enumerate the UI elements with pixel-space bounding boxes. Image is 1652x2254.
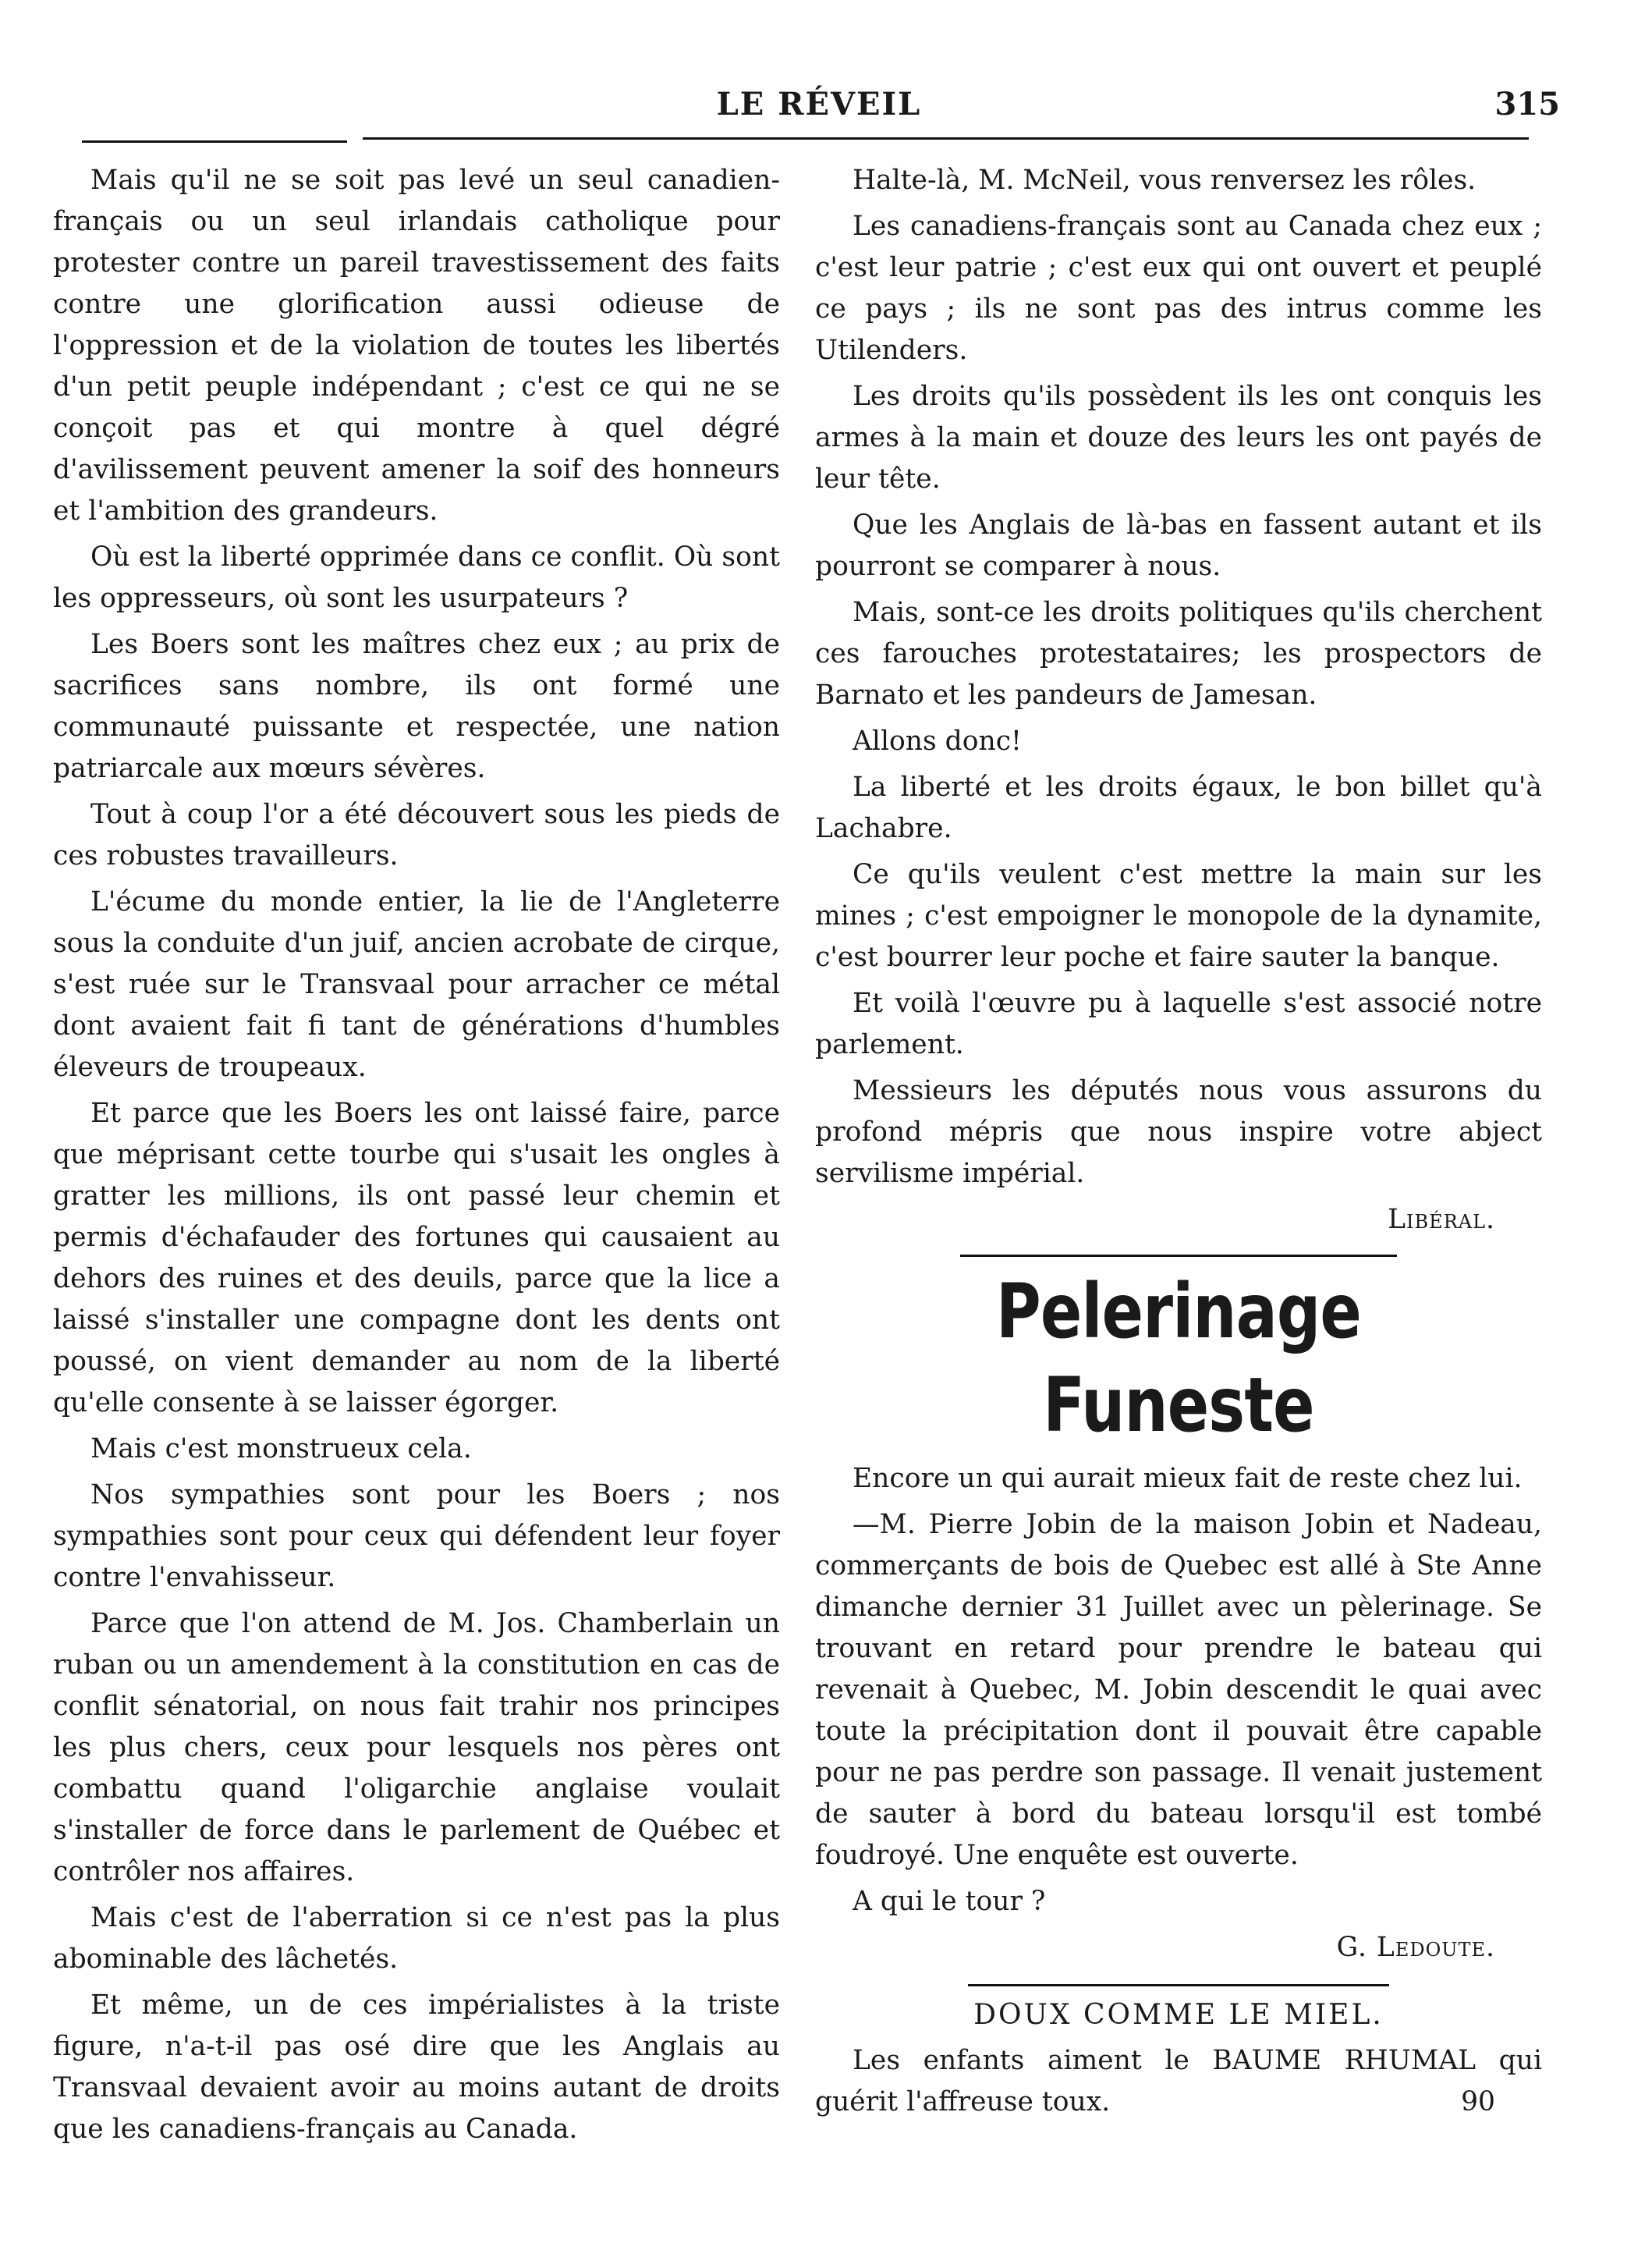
- paragraph: Messieurs les députés nous vous assurons du profond mépris que nous inspire votre abject servilisme impérial.: [815, 1075, 1542, 1189]
- newspaper-title: LE RÉVEIL: [716, 86, 922, 122]
- header-rule-left: [82, 140, 347, 143]
- paragraph: Où est la liberté opprimée dans ce conflit. Où sont les oppresseurs, où sont les usurpateurs ?: [53, 541, 780, 614]
- paragraph: Tout à coup l'or a été découvert sous les pieds de ces robustes travailleurs.: [53, 799, 780, 871]
- paragraph: Les Boers sont les maîtres chez eux ; au prix de sacrifices sans nombre, ils ont formé une communauté puissante et respectée, une nation patriarcale aux mœurs sévères.: [53, 629, 780, 784]
- paragraph: Les droits qu'ils possèdent ils les ont conquis les armes à la main et douze des leurs les ont payés de leur tête.: [815, 381, 1542, 495]
- paragraph: Que les Anglais de là-bas en fassent autant et ils pourront se comparer à nous.: [815, 509, 1542, 582]
- paragraph: Mais c'est monstrueux cela.: [90, 1433, 472, 1464]
- section-divider: [968, 1984, 1389, 1986]
- advertisement-number: 90: [1461, 2086, 1495, 2117]
- advertisement-title: DOUX COMME LE MIEL.: [973, 1999, 1384, 2031]
- page-header: [78, 86, 1560, 133]
- paragraph: La liberté et les droits égaux, le bon billet qu'à Lachabre.: [815, 772, 1542, 844]
- paragraph: —M. Pierre Jobin de la maison Jobin et Nadeau, commerçants de bois de Quebec est allé à Ste Anne dimanche dernier 31 Juillet avec un pèlerinage. Se trouvant en retard pour prendre le bateau qui revenait à Quebec, M. Jobin descendit le quai avec toute la précipitation dont il pouvait être capable pour ne pas perdre son passage. Il venait justement de sauter à bord du bateau lorsqu'il est tombé foudroyé. Une enquête est ouverte.: [815, 1509, 1542, 1871]
- paragraph: Parce que l'on attend de M. Jos. Chamberlain un ruban ou un amendement à la constitution en cas de conflit sénatorial, on nous fait trahir nos principes les plus chers, ceux pour lesquels nos pères ont combattu quand l'oligarchie anglaise voulait s'installer de force dans le parlement de Québec et contrôler nos affaires.: [53, 1608, 780, 1887]
- header-rule-right: [363, 137, 1529, 140]
- paragraph: Et même, un de ces impérialistes à la triste figure, n'a-t-il pas osé dire que les Anglais au Transvaal devaient avoir au moins autant de droits que les canadiens-français au Canada.: [53, 1990, 780, 2145]
- advertisement-text: [815, 2040, 1542, 2123]
- paragraph: Mais qu'il ne se soit pas levé un seul canadien-français ou un seul irlandais catholique pour protester contre un pareil travestissement des faits contre une glorification aussi odieuse de l'oppression et de la violation de toutes les libertés d'un petit peuple indépendant ; c'est ce qui ne se conçoit pas et qui montre à quel dégré d'avilissement peuvent amener la soif des honneurs et l'ambition des grandeurs.: [53, 165, 780, 527]
- paragraph: Nos sympathies sont pour les Boers ; nos sympathies sont pour ceux qui défendent leur foyer contre l'envahisseur.: [53, 1479, 780, 1593]
- paragraph: Mais, sont-ce les droits politiques qu'ils cherchent ces farouches protestataires; les prospectors de Barnato et les pandeurs de Jamesan.: [815, 597, 1542, 711]
- advertisement-body: Les enfants aiment le BAUME RHUMAL qui guérit l'affreuse toux.: [815, 2045, 1542, 2117]
- right-column: [815, 160, 1542, 2128]
- paragraph: Et voilà l'œuvre pu à laquelle s'est associé notre parlement.: [815, 988, 1542, 1060]
- paragraph: L'écume du monde entier, la lie de l'Angleterre sous la conduite d'un juif, ancien acrobate de cirque, s'est ruée sur le Transvaal pour arracher ce métal dont avaient fait fi tant de générations d'humbles éleveurs de troupeaux.: [53, 886, 780, 1083]
- paragraph: Halte-là, M. McNeil, vous renversez les rôles.: [853, 165, 1477, 196]
- section-divider: [960, 1255, 1397, 1257]
- article-headline: Pelerinage Funeste: [996, 1268, 1361, 1449]
- paragraph: Les canadiens-français sont au Canada chez eux ; c'est leur patrie ; c'est eux qui ont ouvert et peuplé ce pays ; ils ne sont pas des intrus comme les Utilenders.: [815, 211, 1542, 366]
- page-number: 315: [1494, 86, 1560, 122]
- paragraph: Encore un qui aurait mieux fait de reste chez lui.: [853, 1463, 1523, 1494]
- paragraph: Mais c'est de l'aberration si ce n'est pas la plus abominable des lâchetés.: [53, 1902, 780, 1975]
- paragraph: A qui le tour ?: [853, 1886, 1046, 1917]
- paragraph: Allons donc!: [853, 726, 1022, 757]
- article-signature: G. Ledoute.: [1336, 1932, 1495, 1963]
- article-signature: Libéral.: [1388, 1204, 1495, 1235]
- paragraph: Ce qu'ils veulent c'est mettre la main sur les mines ; c'est empoigner le monopole de la dynamite, c'est bourrer leur poche et faire sauter la banque.: [815, 859, 1542, 973]
- paragraph: Et parce que les Boers les ont laissé faire, parce que méprisant cette tourbe qui s'usait les ongles à gratter les millions, ils ont passé leur chemin et permis d'échafauder des fortunes qui causaient au dehors des ruines et des deuils, parce que la lice a laissé s'installer une compagne dont les dents ont poussé, on vient demander au nom de la liberté qu'elle consente à se laisser égorger.: [53, 1098, 780, 1418]
- left-column: [53, 160, 780, 2155]
